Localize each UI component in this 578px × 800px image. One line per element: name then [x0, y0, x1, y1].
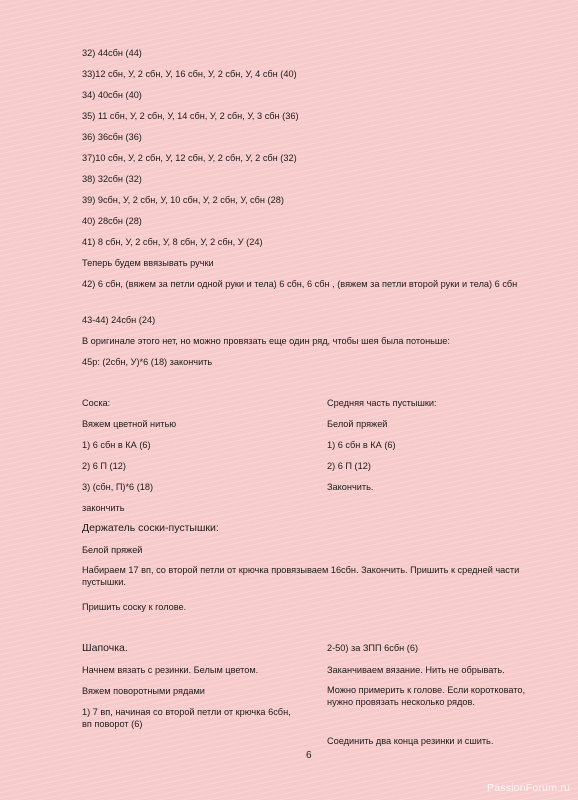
holder-title: Держатель соски-пустышки:: [82, 522, 219, 534]
soska-line: закончить: [82, 503, 125, 513]
pattern-row-35: 35) 11 сбн, У, 2 сбн, У, 14 сбн, У, 2 сбн, У, 3 сбн (36): [82, 111, 299, 121]
hat-right-line: Соединить два конца резинки и сшить.: [327, 736, 494, 746]
hat-line: Вяжем поворотными рядами: [82, 686, 205, 696]
watermark: PassionForum.ru: [487, 782, 570, 794]
middle-line: 2) 6 П (12): [327, 461, 371, 471]
middle-line: 1) 6 сбн в КА (6): [327, 440, 396, 450]
middle-title: Средняя часть пустышки:: [327, 398, 437, 408]
hat-row-1: 1) 7 вп, начиная со второй петли от крючка 6сбн, вп поворот (6): [82, 707, 291, 729]
pattern-row-41: 41) 8 сбн, У, 2 сбн, У, 8 сбн, У, 2 сбн, У (24): [82, 237, 263, 247]
hat-title: Шапочка.: [82, 642, 128, 654]
soska-line: 1) 6 сбн в КА (6): [82, 440, 151, 450]
hat-line: Начнем вязать с резинки. Белым цветом.: [82, 665, 259, 675]
soska-title: Соска:: [82, 398, 111, 408]
hat-row-2-50: 2-50) за ЗПП 6сбн (6): [327, 643, 419, 653]
pattern-row-33: 33)12 сбн, У, 2 сбн, У, 16 сбн, У, 2 сбн, У, 4 сбн (40): [82, 69, 297, 79]
holder-line: Белой пряжей: [82, 545, 143, 555]
hat-right-line: Можно примерить к голове. Если коротковато, нужно провязать несколько рядов.: [327, 685, 526, 707]
page-number: 6: [306, 750, 312, 761]
pattern-row-39: 39) 9сбн, У, 2 сбн, У, 10 сбн, У, 2 сбн, У, сбн (28): [82, 195, 284, 205]
soska-line: 3) (сбн, П)*6 (18): [82, 482, 154, 492]
original-note: В оригинале этого нет, но можно провязать еще один ряд, чтобы шея была потоньше:: [82, 336, 450, 346]
pattern-row-37: 37)10 сбн, У, 2 сбн, У, 12 сбн, У, 2 сбн, У, 2 сбн (32): [82, 153, 297, 163]
pattern-row-38: 38) 32сбн (32): [82, 174, 142, 184]
pattern-row-32: 32) 44сбн (44): [82, 48, 142, 58]
pattern-row-43-44: 43-44) 24сбн (24): [82, 315, 156, 325]
pattern-row-40: 40) 28сбн (28): [82, 216, 142, 226]
pattern-row-34: 34) 40сбн (40): [82, 90, 142, 100]
hat-right-line: Заканчиваем вязание. Нить не обрывать.: [327, 665, 505, 675]
pattern-row-45: 45р: (2сбн, У)*6 (18) закончить: [82, 357, 213, 367]
pattern-row-42: 42) 6 сбн, (вяжем за петли одной руки и тела) 6 сбн, 6 сбн , (вяжем за петли второй руки и тела) 6 сбн: [82, 279, 518, 289]
middle-line: Белой пряжей: [327, 419, 388, 429]
holder-line: Пришить соску к голове.: [82, 602, 187, 612]
holder-instruction: Набираем 17 вп, со второй петли от крючка провязываем 16сбн. Закончить. Пришить к средней части пустышки.: [82, 565, 520, 587]
pattern-row-36: 36) 36сбн (36): [82, 132, 142, 142]
soska-line: 2) 6 П (12): [82, 461, 126, 471]
middle-line: Закончить.: [327, 482, 374, 492]
arms-instruction: Теперь будем ввязывать ручки: [82, 258, 214, 268]
soska-line: Вяжем цветной нитью: [82, 419, 177, 429]
